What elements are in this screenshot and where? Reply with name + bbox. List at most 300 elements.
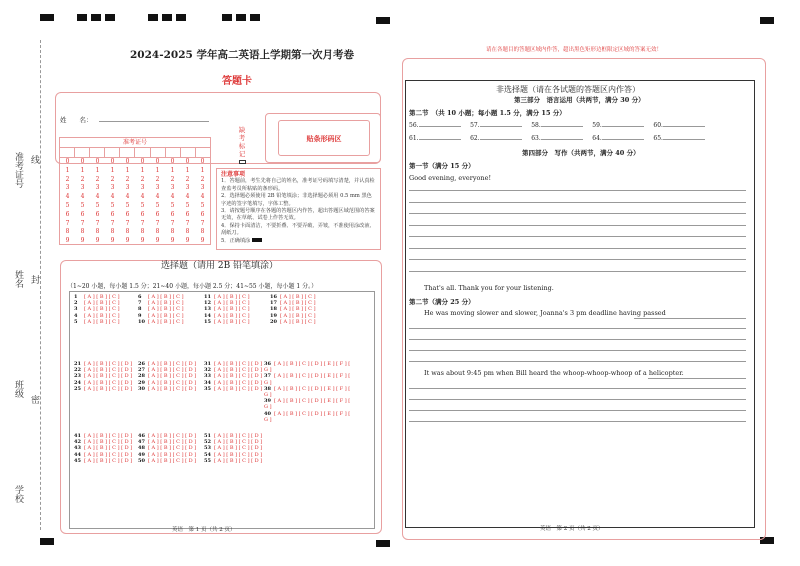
digit-column[interactable]: [195, 158, 210, 246]
digit-bubble[interactable]: 3: [185, 184, 190, 192]
digit-bubble[interactable]: 6: [110, 210, 115, 218]
answer-options[interactable]: [ A ] [ B ] [ C ]: [214, 318, 250, 325]
digit-bubble[interactable]: 3: [155, 184, 160, 192]
question-group: [74, 361, 132, 392]
answer-options[interactable]: [ A ] [ B ] [ C ]: [148, 294, 184, 300]
writing1-closing: That's all. Thank you for your listening.: [424, 284, 554, 292]
question-number: 50: [138, 457, 145, 464]
digit-bubble[interactable]: 4: [200, 193, 205, 201]
question-number: 21: [74, 361, 81, 367]
blank-57[interactable]: [480, 126, 522, 127]
answer-options[interactable]: [ A ] [ B ] [ C ]: [280, 306, 316, 313]
question-number: 5: [74, 318, 78, 325]
digit-bubble[interactable]: 8: [125, 228, 130, 236]
writing-line[interactable]: [409, 361, 746, 362]
absent-mark[interactable]: 缺考标记: [236, 126, 248, 166]
writing2-line[interactable]: [634, 318, 746, 319]
writing-line[interactable]: [409, 271, 746, 272]
answer-options[interactable]: [ A ] [ B ] [ C ] [ D ] [ E ] [ F ] [: [274, 373, 351, 380]
answer-options[interactable]: [ A ] [ B ] [ C ] [ D ]: [84, 367, 133, 374]
digit-bubble[interactable]: 2: [125, 175, 130, 183]
digit-bubble[interactable]: 7: [140, 219, 145, 227]
answer-options[interactable]: [ A ] [ B ] [ C ]: [214, 312, 250, 319]
digit-column[interactable]: [120, 158, 135, 246]
digit-bubble[interactable]: 6: [185, 210, 190, 218]
exam-number-label: 准考证号: [60, 138, 210, 148]
answer-options[interactable]: [ A ] [ B ] [ C ] [ D ]: [148, 433, 197, 439]
digit-bubble[interactable]: 3: [65, 184, 70, 192]
digit-bubble[interactable]: 0: [185, 158, 190, 165]
answer-options[interactable]: [ A ] [ B ] [ C ] [ D ]: [148, 457, 197, 464]
digit-bubble[interactable]: 5: [95, 201, 100, 209]
part3-heading: 第三部分 语言运用（共两节，满分 30 分）: [514, 96, 645, 104]
digit-bubble[interactable]: 5: [65, 201, 70, 209]
digit-bubble[interactable]: 5: [80, 201, 85, 209]
answer-options[interactable]: [ A ] [ B ] [ C ]: [84, 300, 120, 307]
digit-column[interactable]: [135, 158, 150, 246]
blank-62[interactable]: [480, 139, 522, 140]
digit-bubble[interactable]: 2: [110, 175, 115, 183]
blank-60[interactable]: [663, 126, 705, 127]
digit-bubble[interactable]: 6: [170, 210, 175, 218]
answer-options[interactable]: [ A ] [ B ] [ C ] [ D ]: [214, 361, 263, 367]
digit-bubble[interactable]: 9: [110, 237, 115, 245]
digit-bubble[interactable]: 1: [185, 166, 190, 174]
digit-bubble[interactable]: 7: [80, 219, 85, 227]
digit-bubble[interactable]: 0: [155, 158, 160, 165]
blank-63[interactable]: [541, 139, 583, 140]
exam-title: 2024-2025 学年高二英语上学期第一次月考卷: [130, 49, 354, 61]
digit-bubble[interactable]: 0: [170, 158, 175, 165]
digit-bubble[interactable]: 5: [155, 201, 160, 209]
digit-bubble[interactable]: 9: [140, 237, 145, 245]
question-row[interactable]: [264, 386, 350, 392]
answer-options[interactable]: [ A ] [ B ] [ C ]: [148, 312, 184, 319]
timing-mark: [105, 14, 115, 21]
question-row[interactable]: [270, 319, 316, 325]
exam-number-bubbles[interactable]: [60, 158, 210, 246]
digit-bubble[interactable]: 8: [110, 228, 115, 236]
answer-options[interactable]: [ A ] [ B ] [ C ] [ D ]: [148, 451, 197, 458]
answer-options[interactable]: [ A ] [ B ] [ C ] [ D ]: [84, 385, 133, 392]
digit-bubble[interactable]: 1: [110, 166, 115, 174]
question-group: [204, 433, 262, 464]
writing-line[interactable]: [409, 236, 746, 237]
digit-bubble[interactable]: 9: [200, 237, 205, 245]
answer-options[interactable]: [ A ] [ B ] [ C ] [ D ]: [148, 385, 197, 392]
digit-bubble[interactable]: 6: [80, 210, 85, 218]
timing-mark: [40, 14, 54, 21]
writing-line[interactable]: [409, 225, 746, 226]
question-row[interactable]: [204, 386, 262, 392]
answer-options-wrap[interactable]: G ]: [264, 367, 272, 374]
writing-line[interactable]: [409, 248, 746, 249]
digit-column[interactable]: [75, 158, 90, 246]
answer-options[interactable]: [ A ] [ B ] [ C ] [ D ]: [214, 445, 263, 452]
question-group: [138, 433, 196, 464]
answer-options-wrap[interactable]: G ]: [264, 379, 272, 386]
question-row[interactable]: [264, 411, 350, 417]
digit-bubble[interactable]: 7: [155, 219, 160, 227]
notice-item: 5．正确填涂: [221, 238, 376, 245]
digit-bubble[interactable]: 9: [170, 237, 175, 245]
grammar-heading: 第二节 （共 10 小题；每小题 1.5 分，满分 15 分）: [409, 109, 566, 117]
digit-bubble[interactable]: 0: [65, 158, 70, 165]
digit-bubble[interactable]: 0: [95, 158, 100, 165]
answer-options[interactable]: [ A ] [ B ] [ C ] [ D ]: [214, 385, 263, 392]
question-number: 36: [264, 361, 271, 367]
question-number: 45: [74, 457, 81, 464]
timing-mark: [222, 14, 232, 21]
question-number: 47: [138, 439, 145, 446]
question-number: 20: [270, 318, 277, 325]
digit-bubble[interactable]: 8: [95, 228, 100, 236]
question-row[interactable]: [264, 398, 350, 404]
digit-bubble[interactable]: 5: [140, 201, 145, 209]
digit-bubble[interactable]: 1: [95, 166, 100, 174]
digit-bubble[interactable]: 7: [110, 219, 115, 227]
answer-options[interactable]: [ A ] [ B ] [ C ] [ D ] [ E ] [ F ] [: [274, 410, 351, 417]
notice-box: [216, 168, 381, 250]
timing-mark: [162, 14, 172, 21]
digit-column[interactable]: [150, 158, 165, 246]
question-row[interactable]: [74, 458, 132, 464]
blank-65[interactable]: [663, 139, 705, 140]
question-number: 51: [204, 433, 211, 439]
digit-bubble[interactable]: 9: [80, 237, 85, 245]
digit-column[interactable]: [165, 158, 180, 246]
writing-line[interactable]: [409, 328, 746, 329]
digit-bubble[interactable]: 9: [185, 237, 190, 245]
digit-bubble[interactable]: 1: [65, 166, 70, 174]
answer-options[interactable]: [ A ] [ B ] [ C ] [ D ]: [148, 439, 197, 446]
question-number: 30: [138, 385, 145, 392]
answer-options[interactable]: [ A ] [ B ] [ C ] [ D ]: [148, 445, 197, 452]
digit-bubble[interactable]: 7: [200, 219, 205, 227]
answer-options[interactable]: [ A ] [ B ] [ C ] [ D ]: [148, 367, 197, 374]
digit-bubble[interactable]: 3: [110, 184, 115, 192]
answer-options[interactable]: [ A ] [ B ] [ C ] [ D ]: [148, 379, 197, 386]
answer-options[interactable]: [ A ] [ B ] [ C ]: [280, 318, 316, 325]
right-top-note: 请在各题目的答题区域内作答，超出黑色矩形边框限定区域的答案无效！: [486, 47, 663, 53]
answer-options[interactable]: [ A ] [ B ] [ C ] [ D ]: [214, 367, 263, 374]
digit-bubble[interactable]: 4: [80, 193, 85, 201]
question-number: 52: [204, 439, 211, 446]
digit-column[interactable]: [60, 158, 75, 246]
question-number: 44: [74, 451, 81, 458]
question-row[interactable]: [138, 386, 196, 392]
question-number: 10: [138, 318, 145, 325]
digit-bubble[interactable]: 2: [80, 175, 85, 183]
digit-bubble[interactable]: 7: [95, 219, 100, 227]
digit-bubble[interactable]: 9: [65, 237, 70, 245]
digit-bubble[interactable]: 8: [65, 228, 70, 236]
question-row[interactable]: [138, 458, 196, 464]
answer-options[interactable]: [ A ] [ B ] [ C ] [ D ]: [214, 379, 263, 386]
writing-line[interactable]: [409, 399, 746, 400]
question-number: 3: [74, 306, 78, 313]
writing2-line[interactable]: [648, 378, 746, 379]
digit-bubble[interactable]: 5: [185, 201, 190, 209]
question-number: 18: [270, 306, 277, 313]
answer-options[interactable]: [ A ] [ B ] [ C ]: [214, 306, 250, 313]
digit-bubble[interactable]: 2: [95, 175, 100, 183]
digit-bubble[interactable]: 4: [65, 193, 70, 201]
digit-bubble[interactable]: 2: [155, 175, 160, 183]
digit-bubble[interactable]: 1: [200, 166, 205, 174]
question-group: [264, 361, 350, 423]
question-number: 7: [138, 300, 142, 307]
digit-bubble[interactable]: 5: [200, 201, 205, 209]
digit-bubble[interactable]: 2: [140, 175, 145, 183]
digit-bubble[interactable]: 1: [125, 166, 130, 174]
digit-bubble[interactable]: 6: [65, 210, 70, 218]
question-number: 54: [204, 451, 211, 458]
digit-bubble[interactable]: 3: [95, 184, 100, 192]
blank-58[interactable]: [541, 126, 583, 127]
question-group: [204, 361, 262, 392]
answer-options[interactable]: [ A ] [ B ] [ C ]: [84, 312, 120, 319]
timing-mark: [176, 14, 186, 21]
timing-mark: [40, 538, 54, 545]
question-row[interactable]: [74, 386, 132, 392]
digit-bubble[interactable]: 4: [170, 193, 175, 201]
digit-bubble[interactable]: 8: [170, 228, 175, 236]
digit-bubble[interactable]: 2: [65, 175, 70, 183]
digit-bubble[interactable]: 2: [200, 175, 205, 183]
notice-title: 注意事项: [221, 171, 246, 178]
writing-line[interactable]: [409, 259, 746, 260]
digit-bubble[interactable]: 6: [95, 210, 100, 218]
blank-64[interactable]: [602, 139, 644, 140]
digit-bubble[interactable]: 9: [95, 237, 100, 245]
answer-options-wrap[interactable]: G ]: [264, 416, 272, 423]
answer-options[interactable]: [ A ] [ B ] [ C ] [ D ] [ E ] [ F ] [: [274, 398, 351, 405]
timing-mark: [236, 14, 246, 21]
digit-bubble[interactable]: 9: [155, 237, 160, 245]
part4-heading: 第四部分 写作（共两节，满分 40 分）: [522, 149, 640, 157]
writing1-heading: 第一节（满分 15 分）: [409, 162, 475, 170]
answer-options[interactable]: [ A ] [ B ] [ C ]: [84, 294, 120, 300]
digit-column[interactable]: [105, 158, 120, 246]
digit-bubble[interactable]: 3: [200, 184, 205, 192]
writing-line[interactable]: [409, 421, 746, 422]
card-title: 答题卡: [222, 76, 252, 87]
blank-59[interactable]: [602, 126, 644, 127]
answer-options[interactable]: [ A ] [ B ] [ C ] [ D ]: [84, 373, 133, 380]
answer-options[interactable]: [ A ] [ B ] [ C ]: [84, 318, 120, 325]
digit-bubble[interactable]: 5: [125, 201, 130, 209]
digit-bubble[interactable]: 0: [80, 158, 85, 165]
digit-bubble[interactable]: 4: [125, 193, 130, 201]
question-group: [74, 433, 132, 464]
question-row[interactable]: [264, 373, 350, 379]
answer-options-wrap[interactable]: G ]: [264, 404, 272, 411]
answer-options[interactable]: [ A ] [ B ] [ C ] [ D ]: [148, 373, 197, 380]
answer-options[interactable]: [ A ] [ B ] [ C ]: [214, 294, 250, 300]
writing-line[interactable]: [409, 350, 746, 351]
digit-bubble[interactable]: 7: [65, 219, 70, 227]
digit-column[interactable]: [90, 158, 105, 246]
question-number: 55: [204, 457, 211, 464]
answer-options[interactable]: [ A ] [ B ] [ C ] [ D ]: [84, 361, 133, 367]
timing-mark: [376, 540, 390, 547]
digit-bubble[interactable]: 6: [155, 210, 160, 218]
question-number: 4: [74, 312, 78, 319]
question-group: [74, 294, 120, 325]
answer-options[interactable]: [ A ] [ B ] [ C ] [ D ]: [84, 379, 133, 386]
digit-bubble[interactable]: 3: [170, 184, 175, 192]
answer-options[interactable]: [ A ] [ B ] [ C ] [ D ]: [148, 361, 197, 367]
question-number: 53: [204, 445, 211, 452]
question-number: 1: [74, 294, 78, 300]
writing-line[interactable]: [409, 388, 746, 389]
question-number: 6: [138, 294, 142, 300]
question-row[interactable]: [138, 319, 184, 325]
question-number: 23: [74, 373, 81, 380]
digit-bubble[interactable]: 8: [185, 228, 190, 236]
question-row[interactable]: [264, 361, 350, 367]
answer-options[interactable]: [ A ] [ B ] [ C ] [ D ] [ E ] [ F ] [: [274, 361, 351, 367]
question-number: 41: [74, 433, 81, 439]
mc-grid: [69, 291, 375, 529]
question-row[interactable]: [204, 458, 262, 464]
timing-mark: [760, 17, 774, 24]
side-xian: 线: [29, 155, 39, 164]
notice-item: 3．请按题号顺序在各题的答题区内作答，超出答题区域范围的答案无效，在草纸、试卷上作答无效。: [221, 208, 375, 222]
side-zkz-label: 准考证号: [13, 152, 23, 188]
writing-line[interactable]: [409, 190, 746, 191]
question-number: 32: [204, 367, 211, 374]
digit-bubble[interactable]: 0: [200, 158, 205, 165]
question-number: 2: [74, 300, 78, 307]
side-name-label: 姓名: [13, 270, 23, 288]
answer-options-wrap[interactable]: G ]: [264, 392, 272, 399]
digit-bubble[interactable]: 7: [170, 219, 175, 227]
answer-options[interactable]: [ A ] [ B ] [ C ]: [280, 294, 316, 300]
digit-bubble[interactable]: 1: [155, 166, 160, 174]
digit-column[interactable]: [180, 158, 195, 246]
answer-options[interactable]: [ A ] [ B ] [ C ] [ D ]: [84, 439, 133, 446]
question-row[interactable]: [204, 319, 250, 325]
question-number: 46: [138, 433, 145, 439]
digit-bubble[interactable]: 4: [155, 193, 160, 201]
writing-line[interactable]: [409, 410, 746, 411]
question-number: 49: [138, 451, 145, 458]
digit-bubble[interactable]: 1: [170, 166, 175, 174]
question-number: 38: [264, 385, 271, 392]
digit-bubble[interactable]: 2: [185, 175, 190, 183]
answer-options[interactable]: [ A ] [ B ] [ C ] [ D ] [ E ] [ F ] [: [274, 385, 351, 392]
blank-61[interactable]: [419, 139, 461, 140]
digit-bubble[interactable]: 4: [95, 193, 100, 201]
blank-56[interactable]: [419, 126, 461, 127]
page2-footer: 英语 第 2 页（共 2 页）: [540, 526, 604, 532]
answer-options[interactable]: [ A ] [ B ] [ C ]: [280, 300, 316, 307]
name-field[interactable]: 姓 名：: [60, 115, 209, 124]
digit-bubble[interactable]: 7: [185, 219, 190, 227]
writing-line[interactable]: [409, 213, 746, 214]
digit-bubble[interactable]: 6: [200, 210, 205, 218]
digit-bubble[interactable]: 5: [170, 201, 175, 209]
writing1-opening: Good evening, everyone!: [409, 174, 492, 182]
barcode-label: 贴条形码区: [278, 120, 370, 156]
answer-options[interactable]: [ A ] [ B ] [ C ]: [84, 306, 120, 313]
question-number: 40: [264, 410, 271, 417]
answer-options[interactable]: [ A ] [ B ] [ C ] [ D ]: [84, 445, 133, 452]
multiple-choice-section: [60, 260, 382, 534]
digit-bubble[interactable]: 0: [110, 158, 115, 165]
answer-options[interactable]: [ A ] [ B ] [ C ]: [214, 300, 250, 307]
answer-options[interactable]: [ A ] [ B ] [ C ] [ D ]: [214, 451, 263, 458]
nonchoice-header: 非选择题（请在各试题的答题区内作答）: [496, 85, 640, 94]
writing2-para2: It was about 9:45 pm when Bill heard the whoop-whoop-whoop of a helicopter.: [424, 369, 684, 377]
blanks-row-1: 56. 57. 58. 59. 60.: [409, 122, 705, 129]
question-number: 13: [204, 306, 211, 313]
answer-options[interactable]: [ A ] [ B ] [ C ] [ D ]: [214, 373, 263, 380]
blanks-row-2: 61. 62. 63. 64. 65.: [409, 135, 705, 142]
digit-bubble[interactable]: 7: [125, 219, 130, 227]
answer-options[interactable]: [ A ] [ B ] [ C ]: [148, 306, 184, 313]
question-number: 37: [264, 373, 271, 380]
answer-options[interactable]: [ A ] [ B ] [ C ]: [148, 318, 184, 325]
digit-bubble[interactable]: 0: [140, 158, 145, 165]
answer-options[interactable]: [ A ] [ B ] [ C ] [ D ]: [84, 451, 133, 458]
answer-options[interactable]: [ A ] [ B ] [ C ] [ D ]: [84, 433, 133, 439]
writing-line[interactable]: [409, 339, 746, 340]
answer-options[interactable]: [ A ] [ B ] [ C ]: [148, 300, 184, 307]
question-number: 9: [138, 312, 142, 319]
digit-bubble[interactable]: 4: [110, 193, 115, 201]
digit-bubble[interactable]: 8: [140, 228, 145, 236]
digit-bubble[interactable]: 8: [80, 228, 85, 236]
digit-bubble[interactable]: 3: [125, 184, 130, 192]
mc-title: 选择题（请用 2B 铅笔填涂）: [161, 261, 279, 271]
writing-line[interactable]: [409, 202, 746, 203]
exam-number-write-cells[interactable]: [60, 148, 210, 158]
digit-bubble[interactable]: 3: [80, 184, 85, 192]
answer-options[interactable]: [ A ] [ B ] [ C ] [ D ]: [214, 439, 263, 446]
digit-bubble[interactable]: 2: [170, 175, 175, 183]
digit-bubble[interactable]: 3: [140, 184, 145, 192]
digit-bubble[interactable]: 4: [185, 193, 190, 201]
timing-mark: [91, 14, 101, 21]
timing-mark: [250, 14, 260, 21]
answer-options[interactable]: [ A ] [ B ] [ C ] [ D ]: [214, 457, 263, 464]
question-number: 25: [74, 385, 81, 392]
digit-bubble[interactable]: 0: [125, 158, 130, 165]
digit-bubble[interactable]: 6: [140, 210, 145, 218]
question-number: 43: [74, 445, 81, 452]
digit-bubble[interactable]: 1: [80, 166, 85, 174]
side-mi: 密: [29, 395, 39, 404]
question-row[interactable]: [74, 319, 120, 325]
digit-bubble[interactable]: 8: [155, 228, 160, 236]
digit-bubble[interactable]: 6: [125, 210, 130, 218]
writing2-para1: He was moving slower and slower, Joanna's 3 pm deadline having passed: [424, 309, 666, 317]
digit-bubble[interactable]: 8: [200, 228, 205, 236]
digit-bubble[interactable]: 5: [110, 201, 115, 209]
answer-options[interactable]: [ A ] [ B ] [ C ] [ D ]: [84, 457, 133, 464]
digit-bubble[interactable]: 9: [125, 237, 130, 245]
answer-options[interactable]: [ A ] [ B ] [ C ] [ D ]: [214, 433, 263, 439]
digit-bubble[interactable]: 1: [140, 166, 145, 174]
question-group: [204, 294, 250, 325]
question-number: 12: [204, 300, 211, 307]
answer-options[interactable]: [ A ] [ B ] [ C ]: [280, 312, 316, 319]
digit-bubble[interactable]: 4: [140, 193, 145, 201]
absent-checkbox[interactable]: [239, 160, 246, 164]
